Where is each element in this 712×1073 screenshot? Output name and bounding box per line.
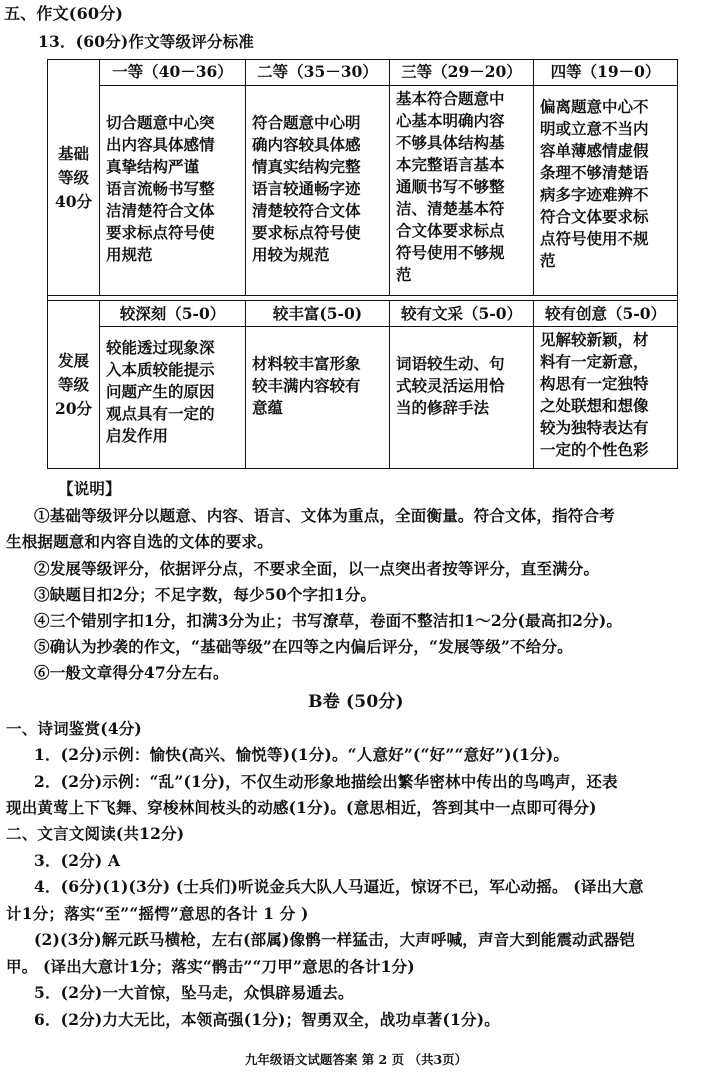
dev-cell-3: 词语较生动、句 式较灵活运用恰 当的修辞手法	[390, 327, 534, 469]
dev-content-row	[48, 327, 678, 469]
note-1-line-2: 生根据题意和内容自选的文体的要求。	[6, 532, 273, 551]
page-footer: 九年级语文试题答案 第 2 页 （共3页）	[244, 1052, 468, 1067]
grading-table	[47, 59, 678, 469]
dev-header-1: 较深刻（5-0）	[100, 301, 246, 327]
answer-q2-line-2: 现出黄莺上下飞舞、穿梭林间枝头的动感(1分)。(意思相近，答到其中一点即可得分)	[6, 798, 597, 817]
note-5: ⑤确认为抄袭的作文，“基础等级”在四等之内偏后评分，“发展等级”不给分。	[34, 637, 573, 656]
basic-level-label: 基础 等级 40分	[48, 60, 100, 296]
dev-level-label: 发展 等级 20分	[48, 301, 100, 469]
basic-cell-3: 基本符合题意中 心基本明确内容 不够具体结构基 本完整语言基本 通顺书写不够整 洁、清楚基本符 合文体要求标点 符号使用不够规 范	[390, 85, 534, 295]
dev-cell-1: 较能透过现象深 入本质较能提示 问题产生的原因 观点具有一定的 启发作用	[100, 327, 246, 469]
dev-header-4: 较有创意（5-0）	[534, 301, 678, 327]
answer-q4-line-1: 4．(6分)(1)(3分) (士兵们)听说金兵大队人马逼近，惊讶不已，军心动摇。 (译出大意	[34, 877, 644, 896]
dev-header-3: 较有文采（5-0）	[390, 301, 534, 327]
answer-q6: 6．(2分)力大无比，本领高强(1分)；智勇双全，战功卓著(1分)。	[34, 1010, 500, 1029]
note-3: ③缺题目扣2分；不足字数，每少50个字扣1分。	[34, 585, 377, 604]
note-1-line-1: ①基础等级评分以题意、内容、语言、文体为重点，全面衡量。符合文体，指符合考	[34, 506, 615, 525]
section-classical-title: 二、文言文阅读(共12分)	[6, 824, 185, 843]
basic-cell-2: 符合题意中心明 确内容较具体感 情真实结构完整 语言较通畅字迹 清楚较符合文体 要求标点符号使 用较为规范	[246, 85, 390, 295]
note-6: ⑥一般文章得分47分左右。	[34, 663, 229, 682]
basic-header-3: 三等（29－20）	[390, 60, 534, 86]
basic-cell-4: 偏离题意中心不 明或立意不当内 容单薄感情虚假 条理不够清楚语 病多字迹难辨不 符合文体要求标 点符号使用不规 范	[534, 85, 678, 295]
answer-q2-line-1: 2．(2分)示例：“乱”(1分)，不仅生动形象地描绘出繁华密林中传出的鸟鸣声，还表	[34, 772, 618, 791]
dev-header-row	[48, 301, 678, 327]
basic-content-row	[48, 85, 678, 295]
dev-header-2: 较丰富(5-0)	[246, 301, 390, 327]
notes-title: 【说明】	[58, 479, 121, 498]
question-13-title: 13．(60分)作文等级评分标准	[38, 32, 255, 51]
basic-header-2: 二等（35－30）	[246, 60, 390, 86]
basic-header-1: 一等（40－36）	[100, 60, 246, 86]
answer-q1: 1．(2分)示例：愉快(高兴、愉悦等)(1分)。“人意好”(“好”“意好”)(1分)。	[34, 745, 570, 764]
basic-header-4: 四等（19－0）	[534, 60, 678, 86]
section-title-composition: 五、作文(60分)	[4, 4, 124, 23]
dev-cell-4: 见解较新颖，材 料有一定新意， 构思有一定独特 之处联想和想像 较为独特表达有 一定的个性色彩	[534, 327, 678, 469]
answer-q4-line-2: 计1分；落实“至”“摇愕”意思的各计 1 分 )	[6, 904, 309, 923]
section-poetry-title: 一、诗词鉴赏(4分)	[6, 719, 142, 738]
basic-cell-1: 切合题意中心突 出内容具体感情 真挚结构严谨 语言流畅书写整 洁清楚符合文体 要求标点符号使 用规范	[100, 85, 246, 295]
answer-q3: 3．(2分) A	[34, 851, 121, 870]
dev-cell-2: 材料较丰富形象 较丰满内容较有 意蕴	[246, 327, 390, 469]
answer-q4-line-4: 甲。 (译出大意计1分；落实“鹘击”“刀甲”意思的各计1分)	[6, 957, 415, 976]
answer-q5: 5．(2分)一大首惊，坠马走，众惧辟易遁去。	[34, 983, 354, 1002]
note-2: ②发展等级评分，依据评分点，不要求全面，以一点突出者按等评分，直至满分。	[34, 559, 600, 578]
basic-header-row	[48, 60, 678, 86]
note-4: ④三个错别字扣1分，扣满3分为止；书写潦草，卷面不整洁扣1～2分(最高扣2分)。	[34, 611, 623, 630]
answer-q4-line-3: (2)(3分)解元跃马横枪，左右(部属)像鹘一样猛击，大声呼喊，声音大到能震动武器铠	[34, 930, 635, 949]
part-b-title: B卷 (50分)	[308, 692, 404, 712]
